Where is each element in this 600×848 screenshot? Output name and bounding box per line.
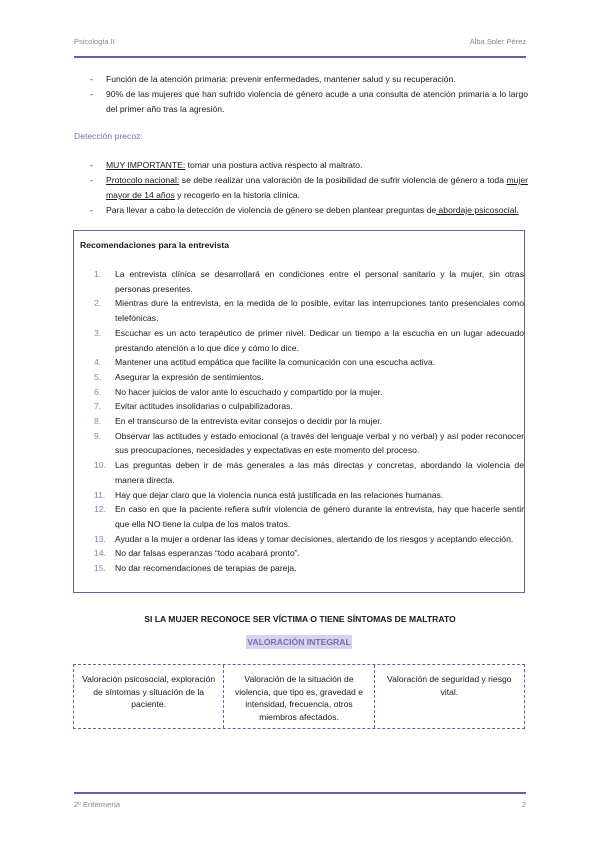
list-item: 11. Hay que dejar claro que la violencia nunca está justificada en las relaciones humanas. xyxy=(94,489,444,500)
maltrato-heading: SI LA MUJER RECONOCE SER VÍCTIMA O TIENE SÍNTOMAS DE MALTRATO xyxy=(144,614,456,624)
list-item: 7. Evitar actitudes insolidarias o culpabilizadoras. xyxy=(94,401,293,412)
list-item: 2. Mientras dure la entrevista, en la medida de lo posible, evitar las interrupciones tanto presenciales como telefónicas. xyxy=(94,298,524,324)
header-subject: Psicología II xyxy=(74,37,115,46)
valoracion-columns xyxy=(73,664,525,729)
list-item: - Para llevar a cabo la detección de violencia de género se deben plantear preguntas de abordaje psicosocial. xyxy=(90,205,519,215)
recomendaciones-title: Recomendaciones para la entrevista xyxy=(80,240,230,250)
list-item: 10. Las preguntas deben ir de más generales a las más directas y concretas, abordando la violencia de manera directa. xyxy=(94,460,524,485)
intro-bullet-list xyxy=(90,72,528,117)
recomendaciones-box xyxy=(73,230,525,593)
list-item: 8. En el transcurso de la entrevista evitar consejos o decidir por la mujer. xyxy=(94,416,383,427)
page-header xyxy=(74,37,526,49)
recomendaciones-list xyxy=(94,267,524,576)
list-item: 14. No dar falsas esperanzas “todo acabará pronto”. xyxy=(94,548,300,559)
valoracion-violencia: Valoración de la situación de violencia, que tipo es, gravedad e intensidad, frecuencia, otros miembros afectados. xyxy=(224,665,374,728)
list-item: - Función de la atención primaria: prevenir enfermedades, mantener salud y su recuperación. xyxy=(90,74,456,84)
list-item: - Protocolo nacional: se debe realizar una valoración de la posibilidad de sufrir violencia de género a toda mujer mayor de 14 años y recogerlo en la historia clínica. xyxy=(90,175,529,200)
valoracion-seguridad: Valoración de seguridad y riesgo vital. xyxy=(387,674,512,697)
list-item: 4. Mantener una actitud empática que facilite la comunicación con una escucha activa. xyxy=(94,357,436,368)
list-item: 13. Ayudar a la mujer a ordenar las ideas y tomar decisiones, alertando de los riesgos y aceptando elección. xyxy=(94,533,514,544)
page-number: 2 xyxy=(521,800,526,809)
list-item: 12. En caso en que la paciente refiera sufrir violencia de género durante la entrevista, hay que hacerle sentir que ella NO tiene la culpa de los malos tratos. xyxy=(94,504,524,529)
footer-divider xyxy=(74,792,526,794)
list-item: 6. No hacer juicios de valor ante lo escuchado y compartido por la mujer. xyxy=(94,386,383,397)
list-item: 5. Asegurar la expresión de sentimientos. xyxy=(94,371,264,382)
list-item: 15. No dar recomendaciones de terapias de pareja. xyxy=(94,563,297,574)
footer-course: 2º Enfermería xyxy=(74,800,121,809)
valoracion-psicosocial: Valoración psicosocial, exploración de síntomas y situación de la paciente. xyxy=(74,665,224,728)
list-item: 3. Escuchar es un acto terapéutico de primer nivel. Dedicar un tiempo a la escucha en un lugar adecuado prestando atención a lo que dice y cómo lo dice. xyxy=(94,327,524,353)
list-item: 9. Observar las actitudes y estado emocional (a través del lenguaje verbal y no verbal) y así poder reconocer sus preocupaciones, necesidades y expectativas en este momento del proceso. xyxy=(94,430,524,456)
deteccion-bullet-list xyxy=(90,158,528,218)
header-divider xyxy=(74,56,526,58)
deteccion-heading: Detección precoz: xyxy=(74,131,143,141)
list-item: - 90% de las mujeres que han sufrido violencia de género acude a una consulta de atención primaria a lo largo del primer año tras la agresión. xyxy=(90,89,528,114)
header-author: Alba Soler Pérez xyxy=(469,37,526,46)
list-item: - MUY IMPORTANTE: tomar una postura activa respecto al maltrato. xyxy=(90,160,363,170)
valoracion-integral-label: VALORACIÓN INTEGRAL xyxy=(247,637,351,647)
list-item: 1. La entrevista clínica se desarrollará en condiciones entre el personal sanitario y la mujer, sin otras personas presentes. xyxy=(94,269,524,294)
